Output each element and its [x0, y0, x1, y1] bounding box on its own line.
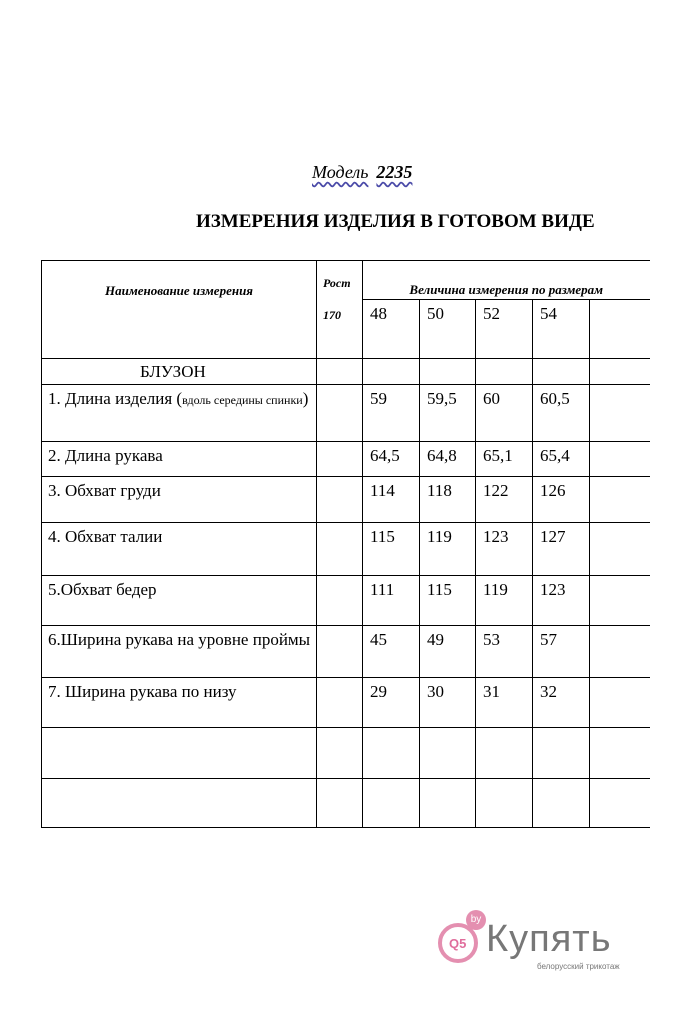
empty-cell	[590, 300, 650, 359]
value-cell: 60	[476, 385, 533, 442]
empty-cell	[317, 779, 363, 828]
table-row	[42, 442, 650, 477]
empty-cell	[590, 442, 650, 477]
model-label: Модель	[312, 162, 369, 182]
brand-logo	[434, 908, 644, 978]
empty-cell	[590, 385, 650, 442]
measurement-name: 2. Длина рукава	[42, 442, 317, 477]
empty-cell	[590, 477, 650, 523]
empty-cell	[533, 359, 590, 385]
empty-cell	[42, 728, 317, 779]
brand-wordmark: Купять	[486, 918, 612, 960]
empty-cell	[590, 359, 650, 385]
empty-cell	[590, 576, 650, 626]
empty-cell	[317, 678, 363, 728]
rost-label: Рост	[323, 276, 351, 290]
empty-cell	[590, 678, 650, 728]
empty-cell	[317, 523, 363, 576]
table-row	[42, 385, 650, 442]
value-cell: 115	[420, 576, 476, 626]
measurement-name: 1. Длина изделия (вдоль середины спинки)	[42, 385, 317, 442]
measurement-name: 3. Обхват груди	[42, 477, 317, 523]
value-cell: 64,8	[420, 442, 476, 477]
empty-cell	[420, 728, 476, 779]
brand-tagline: белорусский трикотаж	[537, 962, 620, 971]
empty-cell	[317, 626, 363, 678]
header-value-cell: Величина измерения по размерам	[363, 261, 650, 300]
value-cell: 29	[363, 678, 420, 728]
page-title: ИЗМЕРЕНИЯ ИЗДЕЛИЯ В ГОТОВОМ ВИДЕ	[196, 211, 595, 232]
size-cell: 48	[363, 300, 420, 359]
empty-cell	[476, 728, 533, 779]
rost-value: 170	[323, 308, 341, 322]
empty-cell	[420, 359, 476, 385]
value-cell: 60,5	[533, 385, 590, 442]
empty-cell	[590, 728, 650, 779]
table-row	[42, 779, 650, 828]
section-row	[42, 359, 650, 385]
empty-cell	[317, 477, 363, 523]
value-cell: 30	[420, 678, 476, 728]
value-cell: 111	[363, 576, 420, 626]
size-cell: 52	[476, 300, 533, 359]
measurement-name: 5.Обхват бедер	[42, 576, 317, 626]
empty-cell	[317, 442, 363, 477]
value-cell: 123	[533, 576, 590, 626]
measurement-name: 4. Обхват талии	[42, 523, 317, 576]
value-cell: 31	[476, 678, 533, 728]
empty-cell	[533, 779, 590, 828]
value-cell: 32	[533, 678, 590, 728]
value-cell: 123	[476, 523, 533, 576]
value-cell: 59	[363, 385, 420, 442]
empty-cell	[363, 359, 420, 385]
header-rost-cell	[317, 261, 363, 359]
empty-cell	[476, 359, 533, 385]
empty-cell	[363, 779, 420, 828]
table-row	[42, 728, 650, 779]
table-row	[42, 678, 650, 728]
empty-cell	[590, 779, 650, 828]
value-cell: 57	[533, 626, 590, 678]
empty-cell	[317, 728, 363, 779]
by-badge: by	[466, 910, 486, 930]
value-cell: 122	[476, 477, 533, 523]
empty-cell	[317, 576, 363, 626]
value-cell: 114	[363, 477, 420, 523]
measurements-table	[41, 260, 650, 828]
table-row	[42, 576, 650, 626]
value-cell: 53	[476, 626, 533, 678]
value-cell: 118	[420, 477, 476, 523]
value-cell: 59,5	[420, 385, 476, 442]
measurement-name: 7. Ширина рукава по низу	[42, 678, 317, 728]
value-cell: 119	[420, 523, 476, 576]
empty-cell	[317, 359, 363, 385]
value-cell: 127	[533, 523, 590, 576]
q5-badge-icon: Q5	[438, 923, 478, 963]
value-cell: 65,4	[533, 442, 590, 477]
table-row	[42, 477, 650, 523]
empty-cell	[590, 523, 650, 576]
model-heading	[312, 162, 412, 183]
size-cell: 50	[420, 300, 476, 359]
header-name-cell: Наименование измерения	[42, 261, 317, 359]
value-cell: 64,5	[363, 442, 420, 477]
measurement-name: 6.Ширина рукава на уровне проймы	[42, 626, 317, 678]
table-row	[42, 626, 650, 678]
model-number: 2235	[376, 162, 413, 182]
empty-cell	[533, 728, 590, 779]
value-cell: 45	[363, 626, 420, 678]
value-cell: 126	[533, 477, 590, 523]
value-cell: 65,1	[476, 442, 533, 477]
value-cell: 115	[363, 523, 420, 576]
section-title: БЛУЗОН	[42, 359, 317, 385]
empty-cell	[476, 779, 533, 828]
value-cell: 119	[476, 576, 533, 626]
empty-cell	[590, 626, 650, 678]
value-cell: 49	[420, 626, 476, 678]
empty-cell	[363, 728, 420, 779]
empty-cell	[420, 779, 476, 828]
empty-cell	[317, 385, 363, 442]
empty-cell	[42, 779, 317, 828]
header-row	[42, 261, 650, 300]
size-cell: 54	[533, 300, 590, 359]
table-row	[42, 523, 650, 576]
